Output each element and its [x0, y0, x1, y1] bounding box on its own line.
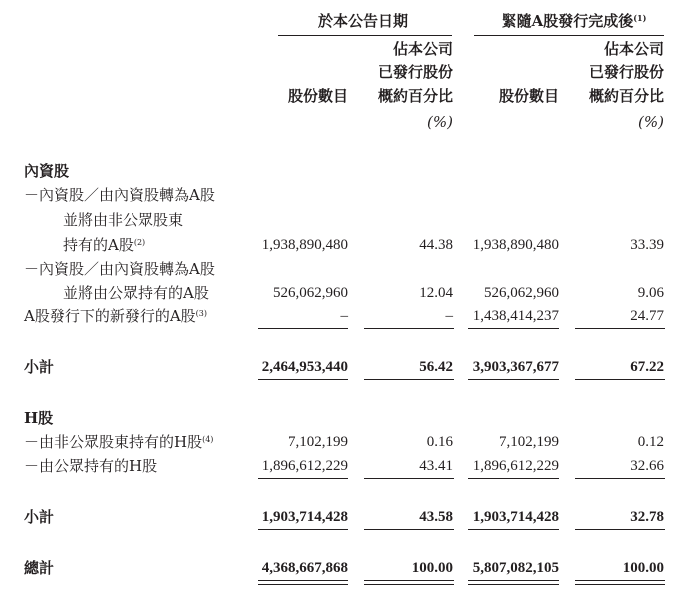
column-rule	[258, 478, 348, 479]
column-rule	[575, 379, 665, 380]
subtotal-shares-current: 1,903,714,428	[261, 509, 348, 525]
section-title-domestic: 內資股	[24, 162, 70, 180]
header-pct2-line3: 概約百分比	[588, 87, 664, 105]
double-rule	[364, 580, 454, 585]
cell-pct-current: 44.38	[419, 237, 453, 253]
double-rule	[258, 580, 348, 585]
cell-pct-current: 43.41	[419, 458, 453, 474]
column-rule	[575, 328, 665, 329]
header-rule-after	[474, 35, 664, 36]
column-rule	[258, 379, 348, 380]
row-label-line1: －內資股／由內資股轉為A股	[24, 186, 215, 204]
row-label-line3	[63, 235, 145, 255]
cell-pct-after: 9.06	[637, 285, 664, 301]
header-shares2: 股份數目	[498, 87, 559, 105]
footnote-ref: (2)	[133, 238, 146, 247]
header-shares1: 股份數目	[287, 87, 348, 105]
header-group-current: 於本公告日期	[317, 12, 408, 30]
double-rule	[575, 580, 665, 585]
column-rule	[364, 379, 454, 380]
column-rule	[258, 328, 348, 329]
double-rule	[468, 580, 559, 585]
header-pct2-unit: (%)	[638, 113, 664, 131]
subtotal-shares-current: 2,464,953,440	[261, 359, 348, 375]
subtotal-pct-current: 56.42	[419, 359, 453, 375]
cell-pct-after: 33.39	[630, 237, 664, 253]
header-pct2-line1: 佔本公司	[603, 40, 664, 58]
header-pct2-line2: 已發行股份	[588, 63, 664, 81]
cell-shares-current: 1,938,890,480	[261, 237, 348, 253]
column-rule	[468, 379, 559, 380]
cell-pct-current: –	[445, 308, 453, 324]
cell-shares-after: 1,938,890,480	[472, 237, 559, 253]
cell-shares-current: 526,062,960	[273, 285, 348, 301]
header-pct1-unit: (%)	[427, 113, 453, 131]
header-group-after-label: 緊隨A股發行完成後	[501, 12, 634, 30]
total-shares-current: 4,368,667,868	[261, 560, 348, 576]
cell-shares-after: 1,896,612,229	[472, 458, 559, 474]
row-label-line2: 並將由非公眾股東	[63, 211, 184, 229]
cell-pct-current: 12.04	[419, 285, 453, 301]
column-rule	[258, 529, 348, 530]
cell-shares-after: 1,438,414,237	[472, 308, 559, 324]
row-label-line1: －由公眾持有的H股	[24, 457, 158, 475]
column-rule	[364, 529, 454, 530]
column-rule	[468, 478, 559, 479]
row-label-line1	[24, 432, 213, 452]
total-pct-after: 100.00	[622, 560, 664, 576]
column-rule	[468, 328, 559, 329]
total-shares-after: 5,807,082,105	[472, 560, 559, 576]
footnote-ref: (3)	[195, 309, 208, 318]
column-rule	[364, 328, 454, 329]
section-title-hshares: H股	[24, 409, 54, 427]
cell-pct-after: 32.66	[630, 458, 664, 474]
column-rule	[364, 478, 454, 479]
footnote-ref: (4)	[202, 435, 214, 444]
header-group-after	[474, 11, 674, 32]
total-pct-current: 100.00	[411, 560, 453, 576]
total-label: 總計	[24, 559, 55, 577]
row-label-text: A股發行下的新發行的A股	[24, 307, 196, 325]
cell-shares-current: –	[340, 308, 348, 324]
header-group-after-note: (1)	[633, 13, 647, 23]
cell-pct-after: 0.12	[637, 434, 664, 450]
subtotal-label: 小計	[24, 508, 55, 526]
column-rule	[468, 529, 559, 530]
row-label-line1: －內資股／由內資股轉為A股	[24, 260, 215, 278]
header-rule-current	[278, 35, 452, 36]
cell-shares-current: 7,102,199	[288, 434, 348, 450]
row-label-text: 持有的A股	[63, 236, 134, 254]
header-pct1-line1: 佔本公司	[392, 40, 453, 58]
subtotal-shares-after: 1,903,714,428	[472, 509, 559, 525]
subtotal-pct-after: 67.22	[630, 359, 664, 375]
column-rule	[575, 529, 665, 530]
subtotal-pct-current: 43.58	[419, 509, 453, 525]
cell-shares-after: 526,062,960	[484, 285, 559, 301]
row-label-text: －由非公眾股東持有的H股	[24, 433, 203, 451]
cell-pct-after: 24.77	[630, 308, 664, 324]
cell-shares-current: 1,896,612,229	[261, 458, 348, 474]
column-rule	[575, 478, 665, 479]
cell-shares-after: 7,102,199	[499, 434, 559, 450]
header-pct1-line3: 概約百分比	[377, 87, 453, 105]
header-pct1-line2: 已發行股份	[377, 63, 453, 81]
subtotal-label: 小計	[24, 358, 55, 376]
row-label-line1	[24, 306, 207, 326]
row-label-line2: 並將由公眾持有的A股	[63, 284, 209, 302]
cell-pct-current: 0.16	[426, 434, 453, 450]
subtotal-pct-after: 32.78	[630, 509, 664, 525]
subtotal-shares-after: 3,903,367,677	[472, 359, 559, 375]
